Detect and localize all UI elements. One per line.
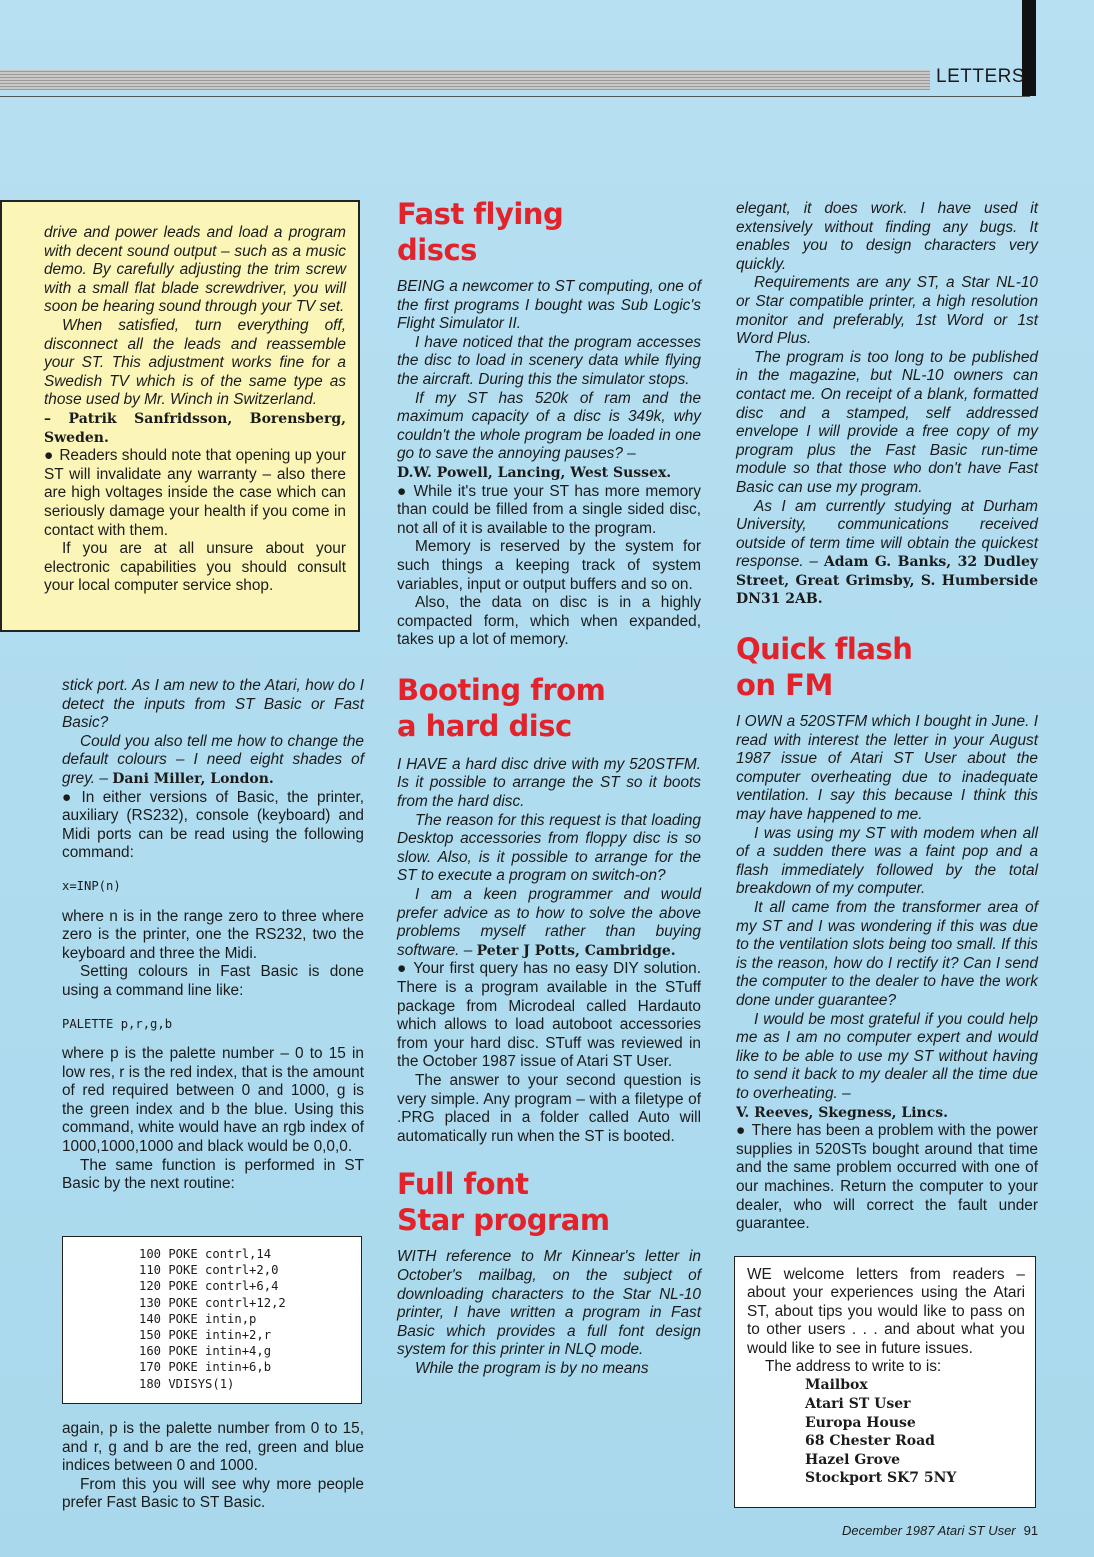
address-line: Hazel Grove (805, 1451, 901, 1468)
headline-full-font-2: Star program (397, 1203, 610, 1238)
editor-reply: Memory is reserved by the system for such things a keeping track of system variables, input or output buffers and so on. (397, 538, 701, 593)
code-line: 170 POKE intin+6,b (139, 1360, 272, 1375)
headline-fast-flying-2: discs (397, 233, 477, 267)
address-line: Mailbox (805, 1377, 868, 1394)
letter-paragraph: I was using my ST with modem when all of a sudden there was a faint pop and a flash immediately followed by the total breakdown of my computer. (736, 824, 1038, 898)
column-1-closing (62, 1420, 364, 1513)
code-line: 110 POKE contrl+2,0 (139, 1263, 279, 1278)
letter-paragraph: Requirements are any ST, a Star NL-10 or Star compatible printer, a high resolution monitor and preferably, 1st Word or 1st Word Plus. (736, 274, 1038, 348)
box-paragraph: When satisfied, turn everything off, disconnect all the leads and reassemble your ST. This adjustment works fine for a Swedish TV which is of the same type as those used by Mr. Winch in Switzerland. (44, 316, 346, 409)
editor-reply: The answer to your second question is very simple. Any program – with a filetype of .PRG placed in a folder called Auto will automatically run when the ST is booted. (397, 1071, 701, 1145)
column-1-box-text (44, 224, 346, 596)
editor-reply: ● While it's true your ST has more memory than could be filled from a single sided disc, not all of it is available to the program. (397, 483, 701, 539)
mailbox-intro: WE welcome letters from readers – about your experiences using the Atari ST, about tips you would like to pass on to other users . . . and about what you would like to see in future issues. (747, 1266, 1025, 1357)
letter-paragraph: stick port. As I am new to the Atari, how do I detect the inputs from ST Basic or Fast Basic? (62, 677, 364, 732)
code-line: 160 POKE intin+4,g (139, 1344, 272, 1359)
code-line: 180 VDISYS(1) (139, 1376, 235, 1391)
address-line: Europa House (805, 1414, 916, 1431)
editor-reply: ● In either versions of Basic, the printer, auxiliary (RS232), console (keyboard) and Midi ports can be read using the following command: (62, 789, 364, 863)
page-number: 91 (1023, 1523, 1039, 1538)
letter-paragraph: I HAVE a hard disc drive with my 520STFM. Is it possible to arrange the ST so it boots from the hard disc. (397, 755, 701, 811)
headline-booting: Booting from (397, 672, 606, 707)
letter-signature: V. Reeves, Skegness, Lincs. (736, 1104, 949, 1121)
letter-paragraph: As I am currently studying at Durham University, communications received outside of term time will obtain the quickest response. – (736, 497, 1038, 571)
letter-paragraph: I OWN a 520STFM which I bought in June. I read with interest the letter in your August 1987 issue of Atari ST User about the computer overheating due to inadequate ventilation. I say this because I think this may have happened to me. (736, 713, 1038, 824)
code-line: 150 POKE intin+2,r (139, 1328, 272, 1343)
letter-paragraph: elegant, it does work. I have used it extensively without finding any bugs. It enables you to design characters very quickly. (736, 200, 1038, 273)
footer-issue: December 1987 Atari ST User (842, 1523, 1016, 1538)
letter-signature: D.W. Powell, Lancing, West Sussex. (397, 464, 672, 481)
reply-paragraph: again, p is the palette number from 0 to 15, and r, g and b are the red, green and blue indices between 0 and 1000. (62, 1420, 364, 1475)
reply-paragraph: Setting colours in Fast Basic is done using a command line like: (62, 963, 364, 999)
column-1-text (62, 677, 364, 1194)
editor-reply: ● Your first query has no easy DIY solution. There is a program available in the STuff package from Microdeal called Hardauto which allows to load autoboot accessories from your hard disc. STuff was reviewed in the October 1987 issue of Atari ST User. (397, 960, 701, 1072)
box-paragraph: drive and power leads and load a program with decent sound output – such as a music demo. By carefully adjusting the trim screw with a small flat blade screwdriver, you will soon be hearing sound through your TV set. (44, 224, 346, 316)
letter-signature: Dani Miller, London. (112, 770, 274, 787)
column-2-text (397, 196, 701, 1379)
reply-paragraph: From this you will see why more people prefer Fast Basic to ST Basic. (62, 1475, 364, 1512)
letter-paragraph: If my ST has 520k of ram and the maximum capacity of a disc is 349k, why couldn't the whole program be loaded in one go to save the annoying pauses? – (397, 389, 701, 463)
headline-quick-flash-2: on FM (736, 668, 833, 703)
code-listing-box (62, 1236, 362, 1404)
mailbox-address-label: The address to write to is: (765, 1358, 942, 1376)
letter-paragraph: The reason for this request is that loading Desktop accessories from floppy disc is so slow. Also, is it possible to arrange for the ST to execute a program on switch-on? (397, 811, 701, 885)
headline-full-font: Full font (397, 1167, 529, 1202)
letter-signature: Adam G. Banks, 32 Dudley Street, Great Grimsby, S. Humberside DN31 2AB. (736, 554, 1038, 608)
letter-paragraph: The program is too long to be published in the magazine, but NL-10 owners can contact me. On receipt of a blank, formatted disc and a stamped, self addressed envelope I will provide a free copy of my program plus the Fast Basic run-time module so that those who don't have Fast Basic can use my program. (736, 348, 1038, 496)
header-rule (0, 96, 1030, 97)
headline-fast-flying: Fast flying (397, 197, 564, 231)
editor-reply: ● Readers should note that opening up your ST will invalidate any warranty – also there are high voltages inside the case which can seriously damage your health if you come in contact with them. (44, 447, 346, 540)
address-line: Atari ST User (805, 1396, 911, 1413)
address-line: Stockport SK7 5NY (805, 1470, 957, 1487)
letter-signature: Peter J Potts, Cambridge. (476, 942, 676, 959)
page-footer (842, 1523, 1038, 1538)
code-inp: x=INP(n) (62, 878, 121, 893)
code-line: 100 POKE contrl,14 (139, 1247, 272, 1261)
letter-paragraph: BEING a newcomer to ST computing, one of the first programs I bought was Sub Logic's Flight Simulator II. (397, 278, 701, 333)
letter-paragraph: While the program is by no means (415, 1359, 649, 1377)
code-line: 120 POKE contrl+6,4 (139, 1279, 279, 1294)
editor-reply: ● There has been a problem with the power supplies in 520STs bought around that time and the same problem occurred with one of our machines. Return the computer to your dealer, who will correct the fault under guarantee. (736, 1122, 1038, 1234)
headline-quick-flash: Quick flash (736, 632, 913, 667)
letter-paragraph: Could you also tell me how to change the default colours – I need eight shades of grey. – (62, 732, 364, 787)
address-line: 68 Chester Road (805, 1433, 935, 1450)
editor-reply: Also, the data on disc is in a highly compacted form, which when expanded, takes up a lot of memory. (397, 594, 701, 649)
reply-paragraph: where p is the palette number – 0 to 15 in low res, r is the red index, that is the amount of red required between 0 and 1000, g is the green index and b the blue. Using this command, white would have an rgb index of 1000,1000,1000 and black would be 0,0,0. (62, 1045, 364, 1156)
mailbox-address-box (734, 1256, 1036, 1508)
reply-paragraph: The same function is performed in ST Basic by the next routine: (62, 1156, 364, 1193)
letter-paragraph: I am a keen programmer and would prefer advice as to how to solve the above problems myself rather than buying software. – (397, 886, 701, 959)
column-3-text (736, 200, 1038, 1234)
letter-paragraph: WITH reference to Mr Kinnear's letter in October's mailbag, on the subject of downloading characters to the Star NL-10 printer, I have written a program in Fast Basic which provides a full font design system for this printer in NLQ mode. (397, 1248, 701, 1359)
headline-booting-2: a hard disc (397, 708, 572, 743)
header-band (0, 70, 930, 90)
editor-reply: If you are at all unsure about your electronic capabilities you should consult your local computer service shop. (44, 540, 346, 595)
letter-signature: – Patrik Sanfridsson, Borensberg, Sweden. (44, 410, 346, 446)
code-line: 130 POKE contrl+12,2 (139, 1295, 286, 1310)
letter-paragraph: I would be most grateful if you could help me as I am no computer expert and would like to be able to use my ST without having to send it back to my dealer all the time due to overheating. – (736, 1010, 1038, 1102)
reply-paragraph: where n is in the range zero to three where zero is the printer, one the RS232, two the keyboard and three the Midi. (62, 907, 364, 962)
section-label: LETTERS (936, 66, 1026, 87)
letter-paragraph: I have noticed that the program accesses the disc to load in scenery data while flying the aircraft. During this the simulator stops. (397, 333, 701, 388)
letter-paragraph: It all came from the transformer area of my ST and I was wondering if this was due to the ventilation slots being too small. If this is the reason, how do I rectify it? Can I send the computer to the dealer to have the work done under guarantee? (736, 899, 1038, 1009)
code-palette: PALETTE p,r,g,b (62, 1016, 173, 1031)
code-line: 140 POKE intin,p (139, 1311, 257, 1326)
